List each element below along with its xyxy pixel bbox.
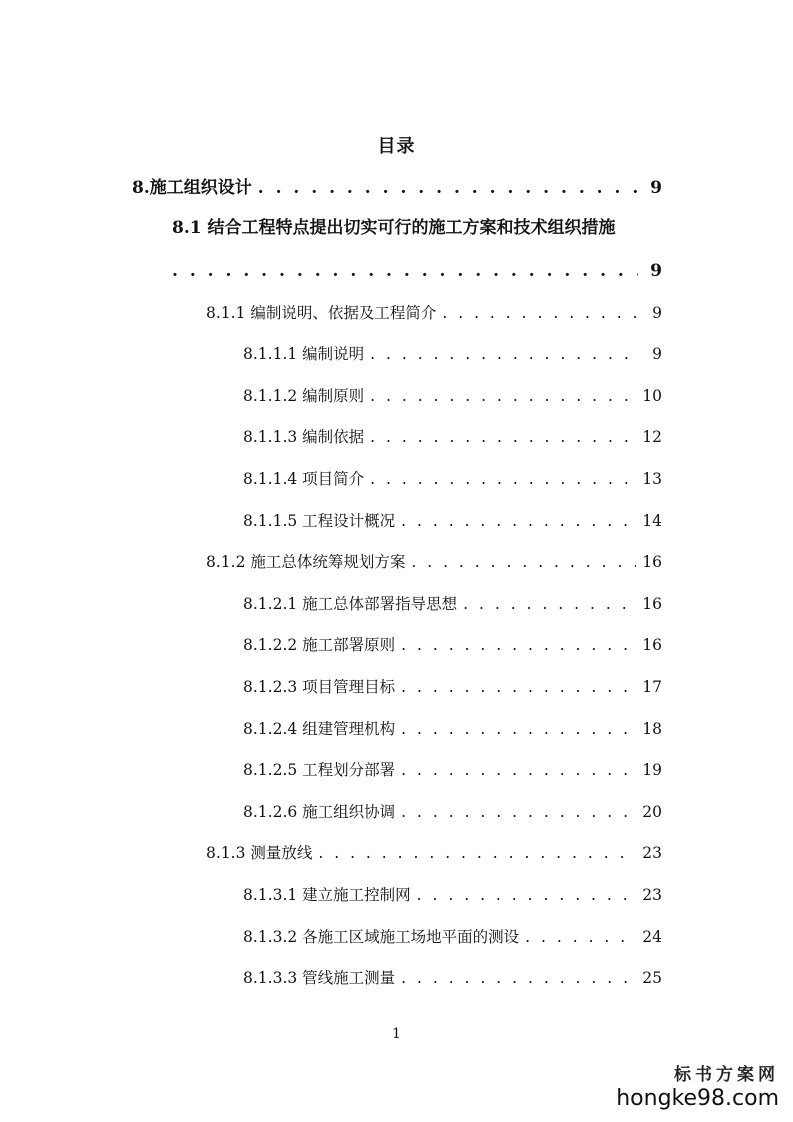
toc-entry-label: 8.1.2 施工总体统筹规划方案 [206,553,406,571]
watermark [616,1064,779,1112]
toc-entry-label: 8.1.2.4 组建管理机构 [243,720,396,738]
toc-entry-label: 8.1.2.1 施工总体部署指导思想 [243,595,458,613]
toc-entry-8-1-2[interactable] [206,550,662,574]
toc-entry-8-1-2-2[interactable] [243,633,662,657]
toc-entry-8-1-1-5[interactable] [243,509,662,533]
toc-leader-dots [172,259,638,283]
toc-entry-page: 13 [642,470,662,488]
toc-entry-page: 14 [642,512,662,530]
toc-entry-label: 8.1.2.6 施工组织协调 [243,803,396,821]
toc-entry-label: 8.1.1 编制说明、依据及工程简介 [206,304,437,322]
toc-leader-dots [258,176,638,200]
toc-entry-label: 8.1.1.4 项目简介 [243,470,365,488]
toc-leader-dots [370,467,636,491]
toc-leader-dots [370,384,636,408]
toc-entry-page: 23 [642,844,662,862]
toc-entry-8-1-3-3[interactable] [243,966,662,990]
toc-entry-label: 8.1.3.2 各施工区域施工场地平面的测设 [243,928,520,946]
toc-leader-dots [525,925,636,949]
toc-leader-dots [417,883,637,907]
toc-entry-page: 24 [642,928,662,946]
page-number: 1 [392,1026,401,1042]
toc-leader-dots [401,758,636,782]
toc-entry-page: 16 [642,553,662,571]
toc-leader-dots [463,592,636,616]
toc-entry-8-1-label[interactable]: 8.1 结合工程特点提出切实可行的施工方案和技术组织措施 [172,218,616,238]
watermark-url: hongke98.com [616,1086,779,1111]
toc-entry-8-1-2-4[interactable] [243,717,662,741]
toc-entry-label: 8.1.1.1 编制说明 [243,345,365,363]
toc-leader-dots [401,966,636,990]
toc-leader-dots [401,675,636,699]
toc-entry-page: 16 [642,636,662,654]
toc-leader-dots [401,800,636,824]
toc-entry-page: 18 [642,720,662,738]
toc-entry-label: 8.1.1.3 编制依据 [243,428,365,446]
toc-entry-label: 8.1.3.1 建立施工控制网 [243,886,411,904]
toc-leader-dots [318,841,636,865]
toc-entry-page: 20 [642,803,662,821]
toc-entry-8-1-1[interactable] [206,301,662,325]
toc-entry-8-1-2-1[interactable] [243,592,662,616]
toc-entry-8-1-3-2[interactable] [243,925,662,949]
toc-entry-label: 8.1.2.3 项目管理目标 [243,678,396,696]
toc-leader-dots [370,425,636,449]
toc-entry-label: 8.1.2.2 施工部署原则 [243,636,396,654]
toc-entry-label: 8.1.3 测量放线 [206,844,313,862]
toc-entry-page: 19 [642,761,662,779]
toc-entry-8-1-1-4[interactable] [243,467,662,491]
toc-leader-dots [401,717,636,741]
toc-entry-8-1-1-1[interactable] [243,342,662,366]
toc-entry-page: 25 [642,969,662,987]
toc-entry-label: 8.1.1.5 工程设计概况 [243,512,396,530]
toc-entry-page: 9 [650,261,662,281]
toc-entry-page: 9 [650,178,662,198]
toc-entry-label: 8.1.2.5 工程划分部署 [243,761,396,779]
watermark-brand: 标书方案网 [674,1065,779,1085]
toc-entry-8-1-1-3[interactable] [243,425,662,449]
toc-entry-8[interactable] [132,176,662,200]
toc-entry-8-1-2-5[interactable] [243,758,662,782]
toc-entry-page: 12 [642,428,662,446]
toc-entry-page: 16 [642,595,662,613]
toc-entry-8-1[interactable] [172,259,662,283]
page-title: 目录 [377,136,416,157]
toc-entry-8-1-2-6[interactable] [243,800,662,824]
toc-leader-dots [401,633,636,657]
toc-entry-page: 17 [642,678,662,696]
toc-entry-page: 23 [642,886,662,904]
toc-entry-8-1-2-3[interactable] [243,675,662,699]
toc-entry-page: 9 [652,304,662,322]
toc-entry-label: 8.1.3.3 管线施工测量 [243,969,396,987]
toc-entry-8-1-3-1[interactable] [243,883,662,907]
toc-leader-dots [370,342,638,366]
toc-entry-page: 9 [652,345,662,363]
toc-entry-label: 8.1.1.2 编制原则 [243,387,365,405]
toc-leader-dots [401,509,636,533]
toc-entry-8-1-1-2[interactable] [243,384,662,408]
toc-leader-dots [442,301,638,325]
toc-leader-dots [411,550,636,574]
toc-entry-page: 10 [642,387,662,405]
toc-entry-label: 8.施工组织设计 [132,178,252,198]
toc-entry-8-1-3[interactable] [206,841,662,865]
